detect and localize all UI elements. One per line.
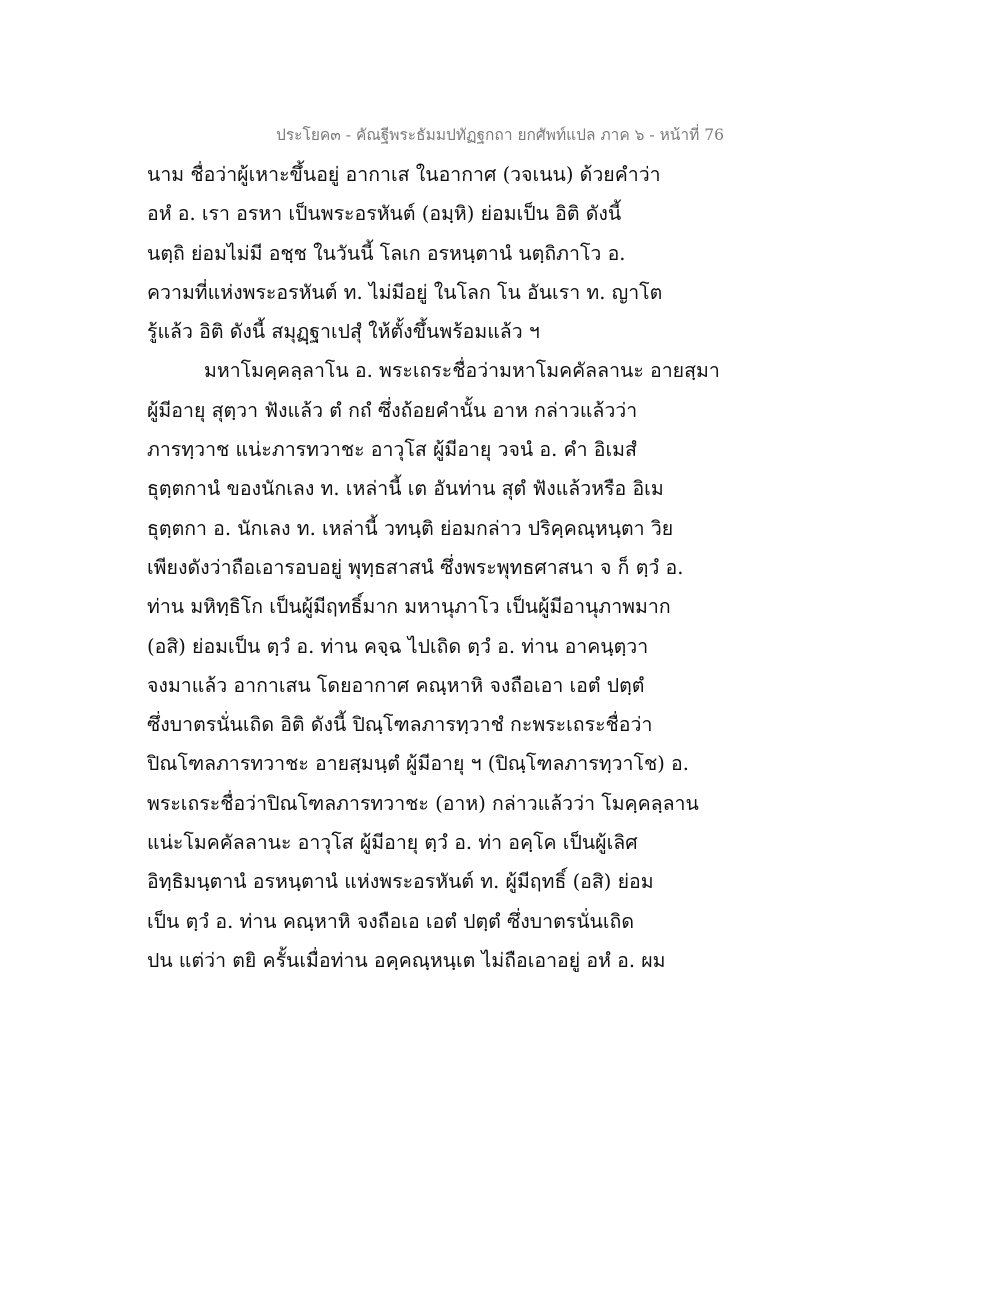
text-line: ความที่แห่งพระอรหันต์ ท. ไม่มีอยู่ ในโลก โน อันเรา ท. ญาโต xyxy=(147,280,663,304)
body-text xyxy=(147,155,747,980)
text-line: ภารทฺวาช แน่ะภารทวาชะ อาวุโส ผู้มีอายุ วจนํ อ. คำ อิเมสํ xyxy=(147,438,637,462)
text-line: ธุตฺตกานํ ของนักเลง ท. เหล่านี้ เต อันท่าน สุตํ ฟังแล้วหรือ อิเม xyxy=(147,477,664,501)
text-line: ซึ่งบาตรนั่นเถิด อิติ ดังนี้ ปิณฺโฑลภารทฺวาชํ กะพระเถระชื่อว่า xyxy=(147,713,653,737)
text-line: ผู้มีอายุ สุตฺวา ฟังแล้ว ตํ กถํ ซึ่งถ้อยคำนั้น อาห กล่าวแล้วว่า xyxy=(147,398,638,422)
page-header: ประโยค๓ - คัณฐีพระธัมมปทัฏฐกถา ยกศัพท์แปล ภาค ๖ - หน้าที่ 76 xyxy=(276,126,724,144)
text-line: นาม ชื่อว่าผู้เหาะขึ้นอยู่ อากาเส ในอากาศ (วจเนน) ด้วยคำว่า xyxy=(147,163,661,186)
text-line: นตฺถิ ย่อมไม่มี อชฺช ในวันนี้ โลเก อรหนฺตานํ นตฺถิภาโว อ. xyxy=(147,241,626,265)
text-line: ท่าน มหิทฺธิโก เป็นผู้มีฤทธิ์มาก มหานุภาโว เป็นผู้มีอานุภาพมาก xyxy=(147,595,671,619)
text-line: แน่ะโมคคัลลานะ อาวุโส ผู้มีอายุ ตฺวํ อ. ท่า อคฺโค เป็นผู้เลิศ xyxy=(147,831,638,855)
text-line: รู้แล้ว อิติ ดังนี้ สมุฏฺฐาเปสุํ ให้ตั้งขึ้นพร้อมแล้ว ฯ xyxy=(147,320,540,344)
text-line: ปิณโฑลภารทวาชะ อายสฺมนฺตํ ผู้มีอายุ ฯ (ปิณฺโฑลภารทฺวาโช) อ. xyxy=(147,752,689,776)
text-line: พระเถระชื่อว่าปิณโฑลภารทวาชะ (อาห) กล่าวแล้วว่า โมคฺคลฺลาน xyxy=(147,791,699,815)
text-line: (อสิ) ย่อมเป็น ตฺวํ อ. ท่าน คจฺฉ ไปเถิด ตฺวํ อ. ท่าน อาคนฺตฺวา xyxy=(147,634,649,658)
text-line: อิทฺธิมนฺตานํ อรหนฺตานํ แห่งพระอรหันต์ ท. ผู้มีฤทธิ์ (อสิ) ย่อม xyxy=(147,870,654,894)
text-line: เพียงดังว่าถือเอารอบอยู่ พุทฺธสาสนํ ซึ่งพระพุทธศาสนา จ ก็ ตฺวํ อ. xyxy=(147,555,684,579)
text-line: จงมาแล้ว อากาเสน โดยอากาศ คณฺหาหิ จงถือเอา เอตํ ปตฺตํ xyxy=(147,673,645,697)
paragraph-start-line: มหาโมคฺคลฺลาโน อ. พระเถระชื่อว่ามหาโมคคัลลานะ อายสฺมา xyxy=(204,359,720,383)
text-line: อหํ อ. เรา อรหา เป็นพระอรหันต์ (อมฺหิ) ย่อมเป็น อิติ ดังนี้ xyxy=(147,202,622,226)
text-line: เป็น ตฺวํ อ. ท่าน คณฺหาหิ จงถือเอ เอตํ ปตฺตํ ซึ่งบาตรนั่นเถิด xyxy=(147,909,635,933)
text-line: ธุตฺตกา อ. นักเลง ท. เหล่านี้ วทนฺติ ย่อมกล่าว ปริคฺคณฺหนฺตา วิย xyxy=(147,516,674,540)
text-line: ปน แต่ว่า ตยิ ครั้นเมื่อท่าน อคฺคณฺหนฺเต ไม่ถือเอาอยู่ อหํ อ. ผม xyxy=(147,948,666,972)
